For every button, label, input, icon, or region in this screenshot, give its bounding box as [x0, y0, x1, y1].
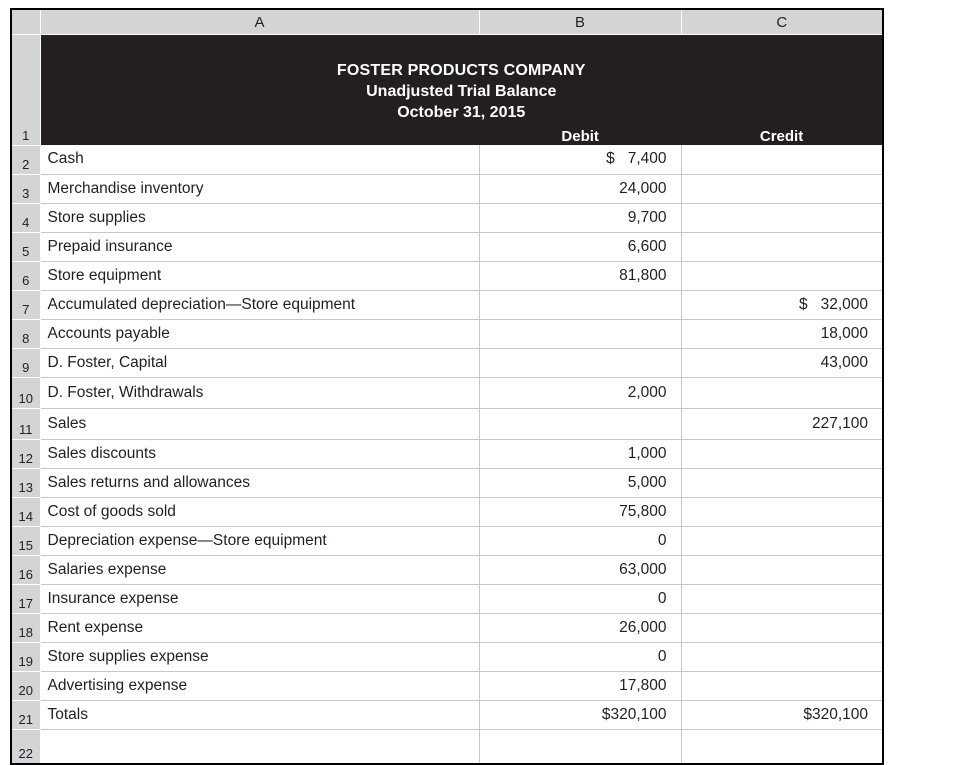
- row-number-21[interactable]: 21: [12, 700, 40, 729]
- cell-credit-amount[interactable]: [681, 555, 882, 584]
- cell-account-name[interactable]: Advertising expense: [40, 671, 479, 700]
- cell-account-name[interactable]: Depreciation expense—Store equipment: [40, 526, 479, 555]
- row-number-19[interactable]: 19: [12, 642, 40, 671]
- cell-debit-amount[interactable]: [479, 729, 681, 763]
- table-row: [12, 290, 882, 319]
- cell-credit-amount[interactable]: [681, 174, 882, 203]
- table-row: [12, 468, 882, 497]
- table-row: [12, 232, 882, 261]
- row-number-3[interactable]: 3: [12, 174, 40, 203]
- column-header-c[interactable]: C: [681, 10, 882, 35]
- row-number-1[interactable]: 1: [12, 35, 40, 146]
- cell-debit-amount[interactable]: 1,000: [479, 439, 681, 468]
- table-row: [12, 319, 882, 348]
- cell-account-name[interactable]: Sales: [40, 408, 479, 439]
- spreadsheet-grid: [10, 8, 884, 765]
- row-number-16[interactable]: 16: [12, 555, 40, 584]
- cell-account-name[interactable]: Store supplies expense: [40, 642, 479, 671]
- cell-debit-amount[interactable]: 2,000: [479, 377, 681, 408]
- cell-debit-amount[interactable]: 63,000: [479, 555, 681, 584]
- table-row: [12, 526, 882, 555]
- row-number-7[interactable]: 7: [12, 290, 40, 319]
- select-all-corner[interactable]: [12, 10, 40, 35]
- row-number-10[interactable]: 10: [12, 377, 40, 408]
- cell-account-name[interactable]: Rent expense: [40, 613, 479, 642]
- trial-balance-table: [12, 10, 882, 763]
- table-row: [12, 261, 882, 290]
- table-row: [12, 439, 882, 468]
- row-number-2[interactable]: 2: [12, 145, 40, 174]
- cell-debit-amount[interactable]: 9,700: [479, 203, 681, 232]
- report-date: October 31, 2015: [397, 103, 526, 121]
- cell-debit-amount[interactable]: $320,100: [479, 700, 681, 729]
- cell-account-name[interactable]: Accumulated depreciation—Store equipment: [40, 290, 479, 319]
- report-name: Unadjusted Trial Balance: [366, 82, 557, 100]
- table-row: [12, 671, 882, 700]
- cell-debit-amount[interactable]: 0: [479, 642, 681, 671]
- cell-credit-amount[interactable]: 18,000: [681, 319, 882, 348]
- table-row: [12, 497, 882, 526]
- row-number-13[interactable]: 13: [12, 468, 40, 497]
- table-row: [12, 584, 882, 613]
- title-row: [12, 35, 882, 146]
- column-header-a[interactable]: A: [40, 10, 479, 35]
- cell-debit-amount[interactable]: [479, 319, 681, 348]
- header-spacer: [41, 128, 480, 145]
- table-row: [12, 348, 882, 377]
- cell-credit-amount[interactable]: [681, 729, 882, 763]
- cell-debit-amount[interactable]: $ 7,400: [479, 145, 681, 174]
- cell-debit-amount[interactable]: 0: [479, 526, 681, 555]
- cell-credit-amount[interactable]: [681, 439, 882, 468]
- cell-account-name[interactable]: Store equipment: [40, 261, 479, 290]
- cell-account-name[interactable]: Salaries expense: [40, 555, 479, 584]
- cell-account-name[interactable]: Sales returns and allowances: [40, 468, 479, 497]
- table-row: [12, 729, 882, 763]
- cell-credit-amount[interactable]: [681, 526, 882, 555]
- cell-account-name[interactable]: Insurance expense: [40, 584, 479, 613]
- cell-account-name[interactable]: Prepaid insurance: [40, 232, 479, 261]
- cell-account-name[interactable]: Totals: [40, 700, 479, 729]
- cell-account-name[interactable]: Accounts payable: [40, 319, 479, 348]
- cell-debit-amount[interactable]: 26,000: [479, 613, 681, 642]
- row-number-18[interactable]: 18: [12, 613, 40, 642]
- table-row: [12, 174, 882, 203]
- cell-account-name[interactable]: D. Foster, Capital: [40, 348, 479, 377]
- cell-credit-amount[interactable]: 43,000: [681, 348, 882, 377]
- row-number-22[interactable]: 22: [12, 729, 40, 763]
- cell-debit-amount[interactable]: 81,800: [479, 261, 681, 290]
- table-row: [12, 700, 882, 729]
- cell-account-name[interactable]: D. Foster, Withdrawals: [40, 377, 479, 408]
- cell-credit-amount[interactable]: [681, 584, 882, 613]
- cell-credit-amount[interactable]: $320,100: [681, 700, 882, 729]
- cell-debit-amount[interactable]: [479, 290, 681, 319]
- cell-debit-amount[interactable]: 75,800: [479, 497, 681, 526]
- cell-credit-amount[interactable]: $ 32,000: [681, 290, 882, 319]
- row-number-8[interactable]: 8: [12, 319, 40, 348]
- cell-credit-amount[interactable]: [681, 377, 882, 408]
- cell-account-name[interactable]: [40, 729, 479, 763]
- company-name: FOSTER PRODUCTS COMPANY: [336, 61, 586, 79]
- cell-account-name[interactable]: Cost of goods sold: [40, 497, 479, 526]
- credit-column-header: Credit: [759, 128, 804, 145]
- table-row: [12, 203, 882, 232]
- cell-account-name[interactable]: Sales discounts: [40, 439, 479, 468]
- cell-account-name[interactable]: Merchandise inventory: [40, 174, 479, 203]
- cell-credit-amount[interactable]: 227,100: [681, 408, 882, 439]
- row-number-11[interactable]: 11: [12, 408, 40, 439]
- cell-credit-amount[interactable]: [681, 261, 882, 290]
- cell-debit-amount[interactable]: 5,000: [479, 468, 681, 497]
- table-row: [12, 408, 882, 439]
- row-number-12[interactable]: 12: [12, 439, 40, 468]
- cell-debit-amount[interactable]: [479, 408, 681, 439]
- cell-credit-amount[interactable]: [681, 203, 882, 232]
- table-row: [12, 555, 882, 584]
- table-row: [12, 642, 882, 671]
- report-title-block: [40, 35, 882, 146]
- table-row: [12, 613, 882, 642]
- row-number-5[interactable]: 5: [12, 232, 40, 261]
- debit-column-header: Debit: [561, 128, 599, 145]
- cell-credit-amount[interactable]: [681, 642, 882, 671]
- cell-credit-amount[interactable]: [681, 232, 882, 261]
- cell-credit-amount[interactable]: [681, 671, 882, 700]
- column-header-b[interactable]: B: [479, 10, 681, 35]
- row-number-4[interactable]: 4: [12, 203, 40, 232]
- cell-debit-amount[interactable]: 17,800: [479, 671, 681, 700]
- row-number-6[interactable]: 6: [12, 261, 40, 290]
- row-number-17[interactable]: 17: [12, 584, 40, 613]
- cell-debit-amount[interactable]: 24,000: [479, 174, 681, 203]
- cell-account-name[interactable]: Cash: [40, 145, 479, 174]
- cell-debit-amount[interactable]: [479, 348, 681, 377]
- table-row: [12, 377, 882, 408]
- column-header-row: [12, 10, 882, 35]
- cell-debit-amount[interactable]: 0: [479, 584, 681, 613]
- cell-credit-amount[interactable]: [681, 613, 882, 642]
- row-number-15[interactable]: 15: [12, 526, 40, 555]
- row-number-20[interactable]: 20: [12, 671, 40, 700]
- cell-credit-amount[interactable]: [681, 497, 882, 526]
- cell-credit-amount[interactable]: [681, 145, 882, 174]
- table-row: [12, 145, 882, 174]
- cell-credit-amount[interactable]: [681, 468, 882, 497]
- row-number-14[interactable]: 14: [12, 497, 40, 526]
- row-number-9[interactable]: 9: [12, 348, 40, 377]
- cell-account-name[interactable]: Store supplies: [40, 203, 479, 232]
- cell-debit-amount[interactable]: 6,600: [479, 232, 681, 261]
